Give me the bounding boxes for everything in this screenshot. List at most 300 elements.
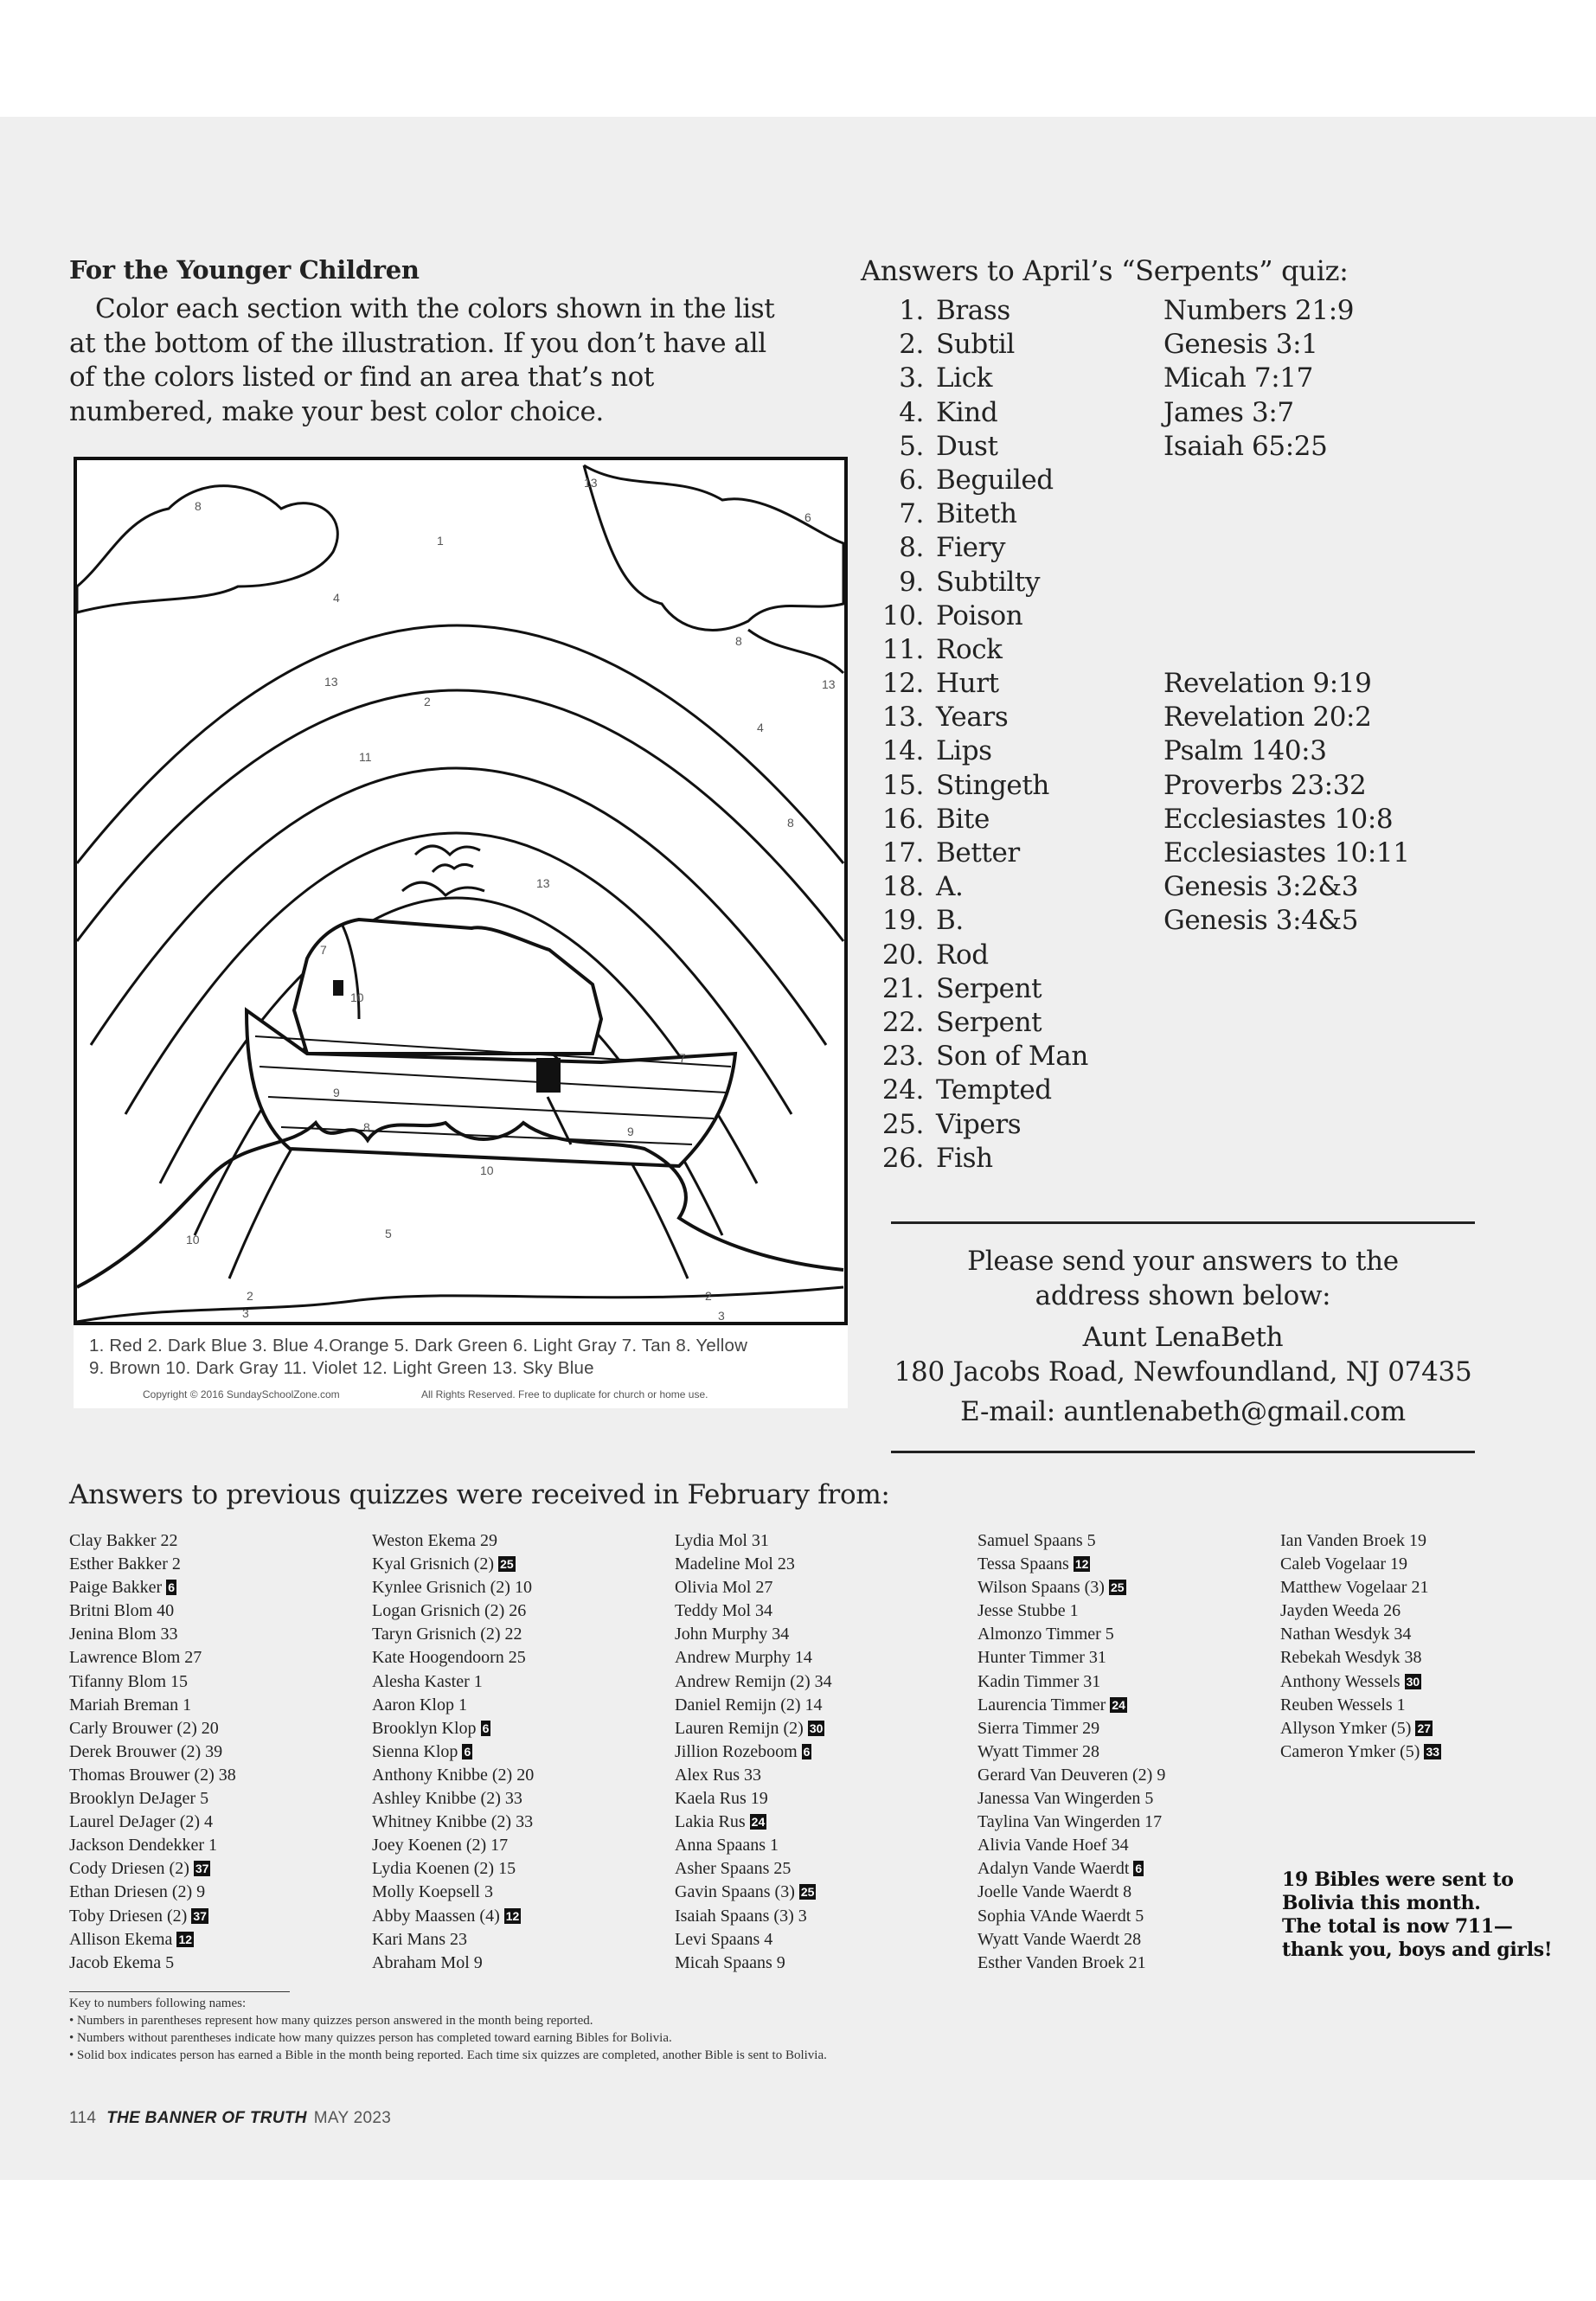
participant-name: Tifanny Blom 15 [69,1671,189,1691]
participant-entry [675,1881,969,1904]
participant-entry [1280,1717,1574,1740]
answer-word: Lips [936,735,992,767]
participant-name: Cody Driesen (2) [69,1859,189,1879]
bible-earned-badge: 33 [1426,1744,1440,1759]
participant-entry [69,1553,363,1576]
participant-name: Jayden Weeda 26 [1280,1601,1401,1621]
divider-bottom [891,1451,1475,1453]
participant-name: Almonzo Timmer 5 [977,1625,1114,1644]
participant-entry [977,1599,1272,1623]
bible-earned-badge: 24 [751,1815,766,1830]
participant-name: Nathan Wesdyk 34 [1280,1625,1412,1644]
answer-reference: Ecclesiastes 10:11 [1163,837,1410,868]
participant-name: Taryn Grisnich (2) 22 [372,1625,522,1644]
participant-entry [977,1787,1272,1811]
answer-item [865,497,1453,531]
answer-number: 1. [899,295,924,326]
participant-name: Mariah Breman 1 [69,1695,192,1715]
participant-entry [69,1928,363,1952]
coloring-page [74,457,848,1408]
region-number: 2 [705,1289,712,1303]
answer-word: Lick [936,362,993,394]
answer-number: 7. [899,498,924,530]
participant-name: Jackson Dendekker 1 [69,1836,218,1856]
bible-earned-badge: 30 [809,1721,824,1735]
participant-entry [372,1694,666,1717]
participant-name: Esther Vanden Broek 21 [977,1952,1146,1972]
participant-entry [977,1646,1272,1670]
answer-number: 19. [881,905,924,937]
key-title: Key to numbers following names: [69,1997,247,2010]
participant-name: Anna Spaans 1 [675,1836,779,1856]
key-line: • Numbers in parentheses represent how many quizzes person answered in the month being reported. [69,2014,593,2028]
bible-earned-badge: 25 [800,1885,815,1900]
key-line: • Numbers without parentheses indicate how many quizzes person has completed toward earning Bibles for Bolivia. [69,2031,672,2045]
bibles-sent-note [1282,1868,1576,1962]
divider-top [891,1221,1475,1224]
received-heading: Answers to previous quizzes were received in February from: [69,1479,890,1510]
participant-entry [675,1717,969,1740]
participant-name: Clay Bakker 22 [69,1531,178,1550]
answer-item [865,1074,1453,1107]
rights-notice: All Rights Reserved. Free to duplicate for church or home use. [421,1388,708,1400]
bible-earned-badge: 6 [464,1744,471,1759]
region-number: 8 [195,499,202,513]
bibles-note-line: 19 Bibles were sent to [1282,1868,1514,1891]
answer-item [865,769,1453,803]
participant-name: Lydia Mol 31 [675,1531,769,1550]
participant-name: Asher Spaans 25 [675,1859,792,1879]
participant-name: Caleb Vogelaar 19 [1280,1554,1408,1574]
answer-reference: Genesis 3:2&3 [1163,871,1359,903]
answer-word: Stingeth [936,769,1049,801]
younger-children-instructions: Color each section with the colors shown in the list at the bottom of the illustration. If you don’t have all of the colors listed or find an area that’s not numbered, make your best color choice. [69,293,775,427]
participant-entry [372,1787,666,1811]
participant-entry [372,1646,666,1670]
participant-entry [372,1857,666,1881]
participant-entry [69,1834,363,1857]
participant-entry [1280,1576,1574,1599]
participant-entry [372,1670,666,1694]
participant-name: Jesse Stubbe 1 [977,1601,1079,1621]
participant-name: Kynlee Grisnich (2) 10 [372,1578,532,1598]
bible-earned-badge: 37 [195,1862,209,1876]
participant-name: Sierra Timmer 29 [977,1718,1100,1738]
participant-entry [675,1834,969,1857]
participant-name: Jacob Ekema 5 [69,1952,175,1972]
participant-entry [372,1599,666,1623]
region-number: 13 [324,675,338,689]
answer-number: 12. [881,668,924,700]
participant-entry [1280,1740,1574,1764]
region-number: 2 [424,695,431,708]
answer-item [865,362,1453,395]
send-line: Please send your answers to the [967,1246,1399,1277]
participant-entry [372,1905,666,1928]
participant-entry [977,1717,1272,1740]
region-number: 8 [735,634,742,648]
region-number: 10 [186,1233,200,1247]
participant-entry [372,1928,666,1952]
answer-item [865,1108,1453,1142]
answer-word: Son of Man [936,1041,1088,1073]
region-number: 4 [757,721,764,734]
answer-item [865,939,1453,972]
participant-name: Anthony Knibbe (2) 20 [372,1765,535,1785]
answer-number: 4. [899,396,924,428]
region-number: 13 [536,876,550,890]
region-number: 13 [584,476,598,490]
answer-reference: Isaiah 65:25 [1163,430,1328,462]
participant-name: Andrew Murphy 14 [675,1648,812,1668]
participant-name: Levi Spaans 4 [675,1929,773,1949]
participant-entry [69,1623,363,1646]
participant-name: Jillion Rozeboom [675,1741,798,1761]
participant-name: Micah Spaans 9 [675,1952,785,1972]
participant-name: John Murphy 34 [675,1625,790,1644]
answer-item [865,328,1453,362]
region-number: 2 [247,1289,253,1303]
copyright-notice: Copyright © 2016 SundaySchoolZone.com [143,1388,340,1400]
bibles-note-line: Bolivia this month. [1282,1892,1481,1914]
answer-number: 9. [899,566,924,598]
region-number: 3 [242,1306,249,1320]
answer-reference: Numbers 21:9 [1163,295,1355,326]
send-answers-block [874,1244,1492,1429]
answer-number: 24. [881,1074,924,1106]
participant-name: Laurencia Timmer [977,1695,1106,1715]
participant-name: Carly Brouwer (2) 20 [69,1718,219,1738]
bible-earned-badge: 27 [1417,1721,1432,1735]
answer-reference: Revelation 20:2 [1163,702,1372,734]
page-footer [69,2109,391,2128]
participant-entry [1280,1529,1574,1553]
participant-name: Alex Rus 33 [675,1765,761,1785]
region-number: 1 [437,534,444,548]
participant-name: Allison Ekema [69,1929,173,1949]
participant-name: Wyatt Vande Waerdt 28 [977,1929,1142,1949]
participant-name: Ian Vanden Broek 19 [1280,1531,1427,1550]
answer-item [865,294,1453,328]
participant-name: Lydia Koenen (2) 15 [372,1859,516,1879]
participant-name: Kadin Timmer 31 [977,1671,1101,1691]
answer-number: 21. [881,972,924,1004]
participant-entry [675,1694,969,1717]
participant-name: Cameron Ymker (5) [1280,1741,1420,1761]
answer-reference: Genesis 3:1 [1163,329,1318,361]
region-number: 11 [359,750,372,764]
participant-entry [1280,1623,1574,1646]
answer-word: Bite [936,803,990,835]
bibles-note-line: thank you, boys and girls! [1282,1939,1553,1961]
bible-earned-badge: 6 [1135,1862,1143,1876]
page-number: 114 [69,2109,97,2127]
answer-reference: Psalm 140:3 [1163,735,1327,767]
participant-name: Esther Bakker 2 [69,1554,181,1574]
answer-number: 20. [881,939,924,971]
participant-name: Weston Ekema 29 [372,1531,498,1550]
answer-item [865,566,1453,599]
participant-name: Lauren Remijn (2) [675,1718,804,1738]
region-number: 3 [718,1309,725,1323]
answer-number: 22. [881,1006,924,1038]
participant-entry [372,1576,666,1599]
region-number: 7 [679,1051,686,1065]
answer-item [865,972,1453,1006]
participant-name: Joey Koenen (2) 17 [372,1836,509,1856]
region-number: 9 [333,1086,340,1099]
participant-entry [977,1670,1272,1694]
answer-number: 13. [881,702,924,734]
participant-name: Teddy Mol 34 [675,1601,773,1621]
answer-number: 3. [899,362,924,394]
bibles-note-line: The total is now 711— [1282,1915,1513,1938]
answer-item [865,633,1453,667]
bible-earned-badge: 12 [1074,1557,1089,1572]
participant-entry [69,1576,363,1599]
participant-name: Abraham Mol 9 [372,1952,483,1972]
participant-name: Matthew Vogelaar 21 [1280,1578,1429,1598]
bible-earned-badge: 6 [482,1721,490,1735]
participant-name: Brooklyn Klop [372,1718,477,1738]
participant-entry [372,1717,666,1740]
participant-name: Andrew Remijn (2) 34 [675,1671,832,1691]
participant-entry [675,1553,969,1576]
names-column [69,1529,363,1975]
answer-item [865,464,1453,497]
participant-entry [372,1529,666,1553]
younger-children-heading: For the Younger Children [69,255,420,285]
participant-entry [977,1576,1272,1599]
bible-earned-badge: 37 [193,1908,207,1923]
address-name: Aunt LenaBeth [1082,1322,1284,1353]
participant-name: Hunter Timmer 31 [977,1648,1106,1668]
answer-reference: Ecclesiastes 10:8 [1163,803,1394,835]
region-number: 10 [350,990,364,1004]
participant-entry [675,1623,969,1646]
participant-entry [69,1740,363,1764]
participant-name: Kari Mans 23 [372,1929,467,1949]
participant-entry [675,1599,969,1623]
participant-entry [675,1811,969,1834]
answer-word: Fish [936,1142,993,1174]
answer-item [865,396,1453,430]
participant-entry [69,1529,363,1553]
answer-item [865,531,1453,565]
answer-word: Tempted [936,1074,1052,1106]
answers-list [865,294,1453,1176]
answer-item [865,667,1453,701]
answer-item [865,599,1453,633]
participant-entry [977,1694,1272,1717]
issue-date: MAY 2023 [313,2109,392,2127]
bible-earned-badge: 30 [1406,1674,1420,1689]
participant-name: Sophia VAnde Waerdt 5 [977,1906,1144,1926]
answer-word: Poison [936,599,1023,631]
answer-reference: Genesis 3:4&5 [1163,905,1359,937]
participant-name: Lawrence Blom 27 [69,1648,202,1668]
answer-item [865,701,1453,734]
answer-word: Brass [936,295,1010,326]
participant-name: Toby Driesen (2) [69,1906,188,1926]
participant-name: Allyson Ymker (5) [1280,1718,1412,1738]
participant-entry [69,1787,363,1811]
region-number: 4 [333,591,340,605]
answer-number: 26. [881,1142,924,1174]
participant-name: Sienna Klop [372,1741,458,1761]
region-number: 8 [363,1120,370,1134]
participant-entry [69,1952,363,1975]
answer-word: Vipers [936,1108,1022,1140]
participant-name: Whitney Knibbe (2) 33 [372,1812,534,1832]
participant-name: Kaela Rus 19 [675,1789,768,1809]
participant-name: Kate Hoogendoorn 25 [372,1648,526,1668]
names-column [372,1529,666,1975]
answer-number: 15. [881,769,924,801]
participant-entry [977,1623,1272,1646]
answer-word: Fiery [936,532,1006,564]
answer-reference: Proverbs 23:32 [1163,769,1367,801]
answer-word: Subtilty [936,566,1041,598]
bible-earned-badge: 12 [178,1932,193,1946]
key-divider [69,1991,290,1992]
participant-name: Gavin Spaans (3) [675,1882,795,1902]
names-column [977,1529,1272,1975]
answer-item [865,1142,1453,1176]
participant-name: Aaron Klop 1 [372,1695,467,1715]
answer-word: Biteth [936,498,1017,530]
participant-entry [372,1881,666,1904]
participant-entry [675,1764,969,1787]
answer-number: 11. [881,633,924,665]
bible-earned-badge: 25 [1110,1580,1125,1595]
bible-earned-badge: 6 [803,1744,811,1759]
answer-word: Serpent [936,1006,1042,1038]
answer-reference: Micah 7:17 [1163,362,1313,394]
answer-item [865,430,1453,464]
participant-entry [69,1811,363,1834]
participant-entry [675,1646,969,1670]
answer-item [865,734,1453,768]
participant-name: Molly Koepsell 3 [372,1882,493,1902]
participant-entry [977,1811,1272,1834]
participant-entry [69,1881,363,1904]
participant-name: Wilson Spaans (3) [977,1578,1105,1598]
participant-entry [977,1952,1272,1975]
answer-number: 8. [899,532,924,564]
answer-word: B. [936,905,964,937]
participant-entry [372,1811,666,1834]
participant-entry [372,1623,666,1646]
region-number: 9 [627,1125,634,1138]
answer-word: A. [936,871,964,903]
participant-entry [977,1553,1272,1576]
participant-entry [1280,1694,1574,1717]
participant-entry [1280,1599,1574,1623]
ark-rainbow-illustration [74,457,848,1408]
answer-item [865,870,1453,904]
participant-name: Derek Brouwer (2) 39 [69,1741,223,1761]
participant-name: Thomas Brouwer (2) 38 [69,1765,236,1785]
participant-entry [675,1670,969,1694]
participant-name: Laurel DeJager (2) 4 [69,1812,214,1832]
participant-entry [372,1553,666,1576]
participant-entry [675,1740,969,1764]
participant-entry [372,1740,666,1764]
participant-name: Taylina Van Wingerden 17 [977,1812,1163,1832]
participant-entry [69,1857,363,1881]
participant-name: Samuel Spaans 5 [977,1531,1096,1550]
answer-item [865,904,1453,938]
answer-item [865,836,1453,870]
answer-number: 23. [881,1041,924,1073]
participant-entry [69,1646,363,1670]
answer-number: 6. [899,464,924,496]
region-number: 6 [804,510,811,524]
answer-word: Better [936,837,1020,868]
participant-entry [675,1905,969,1928]
participant-name: Reuben Wessels 1 [1280,1695,1406,1715]
participant-name: Alivia Vande Hoef 34 [977,1836,1129,1856]
participant-name: Ashley Knibbe (2) 33 [372,1789,522,1809]
participant-name: Britni Blom 40 [69,1601,175,1621]
answer-number: 18. [881,871,924,903]
answer-word: Hurt [936,668,999,700]
participant-name: Daniel Remijn (2) 14 [675,1695,823,1715]
address-street: 180 Jacobs Road, Newfoundland, NJ 07435 [894,1356,1472,1388]
participant-name: Gerard Van Deuveren (2) 9 [977,1765,1166,1785]
bible-earned-badge: 12 [505,1908,520,1923]
answer-word: Subtil [936,329,1015,361]
answer-number: 2. [899,329,924,361]
answer-word: Beguiled [936,464,1054,496]
participant-entry [977,1764,1272,1787]
participant-entry [675,1928,969,1952]
key-line: • Solid box indicates person has earned a Bible in the month being reported. Each time six quizzes are completed, another Bible is sent to Bolivia. [69,2048,827,2062]
participant-entry [372,1764,666,1787]
bible-earned-badge: 6 [168,1580,175,1595]
participant-entry [69,1717,363,1740]
participant-entry [1280,1646,1574,1670]
answers-heading: Answers to April’s “Serpents” quiz: [861,254,1349,287]
answer-word: Dust [936,430,998,462]
bible-earned-badge: 24 [1112,1697,1125,1712]
participant-name: Madeline Mol 23 [675,1554,795,1574]
participant-name: Wyatt Timmer 28 [977,1741,1100,1761]
answer-reference: James 3:7 [1163,396,1294,428]
publication-name: THE BANNER OF TRUTH [106,2109,307,2127]
participant-name: Adalyn Vande Waerdt [977,1859,1130,1879]
answer-word: Serpent [936,972,1042,1004]
participant-name: Rebekah Wesdyk 38 [1280,1648,1422,1668]
participant-name: Tessa Spaans [977,1554,1069,1574]
color-legend [89,1335,842,1380]
participant-name: Janessa Van Wingerden 5 [977,1789,1154,1809]
participant-name: Joelle Vande Waerdt 8 [977,1882,1132,1902]
participant-name: Jenina Blom 33 [69,1625,178,1644]
region-number: 8 [787,816,794,830]
participant-entry [977,1529,1272,1553]
answer-number: 5. [899,430,924,462]
participant-entry [977,1740,1272,1764]
answer-word: Years [936,702,1009,734]
participant-entry [977,1928,1272,1952]
participant-entry [977,1881,1272,1904]
participant-name: Paige Bakker [69,1578,163,1598]
answer-number: 14. [881,735,924,767]
participant-name: Anthony Wessels [1280,1671,1401,1691]
region-number: 10 [480,1163,494,1177]
